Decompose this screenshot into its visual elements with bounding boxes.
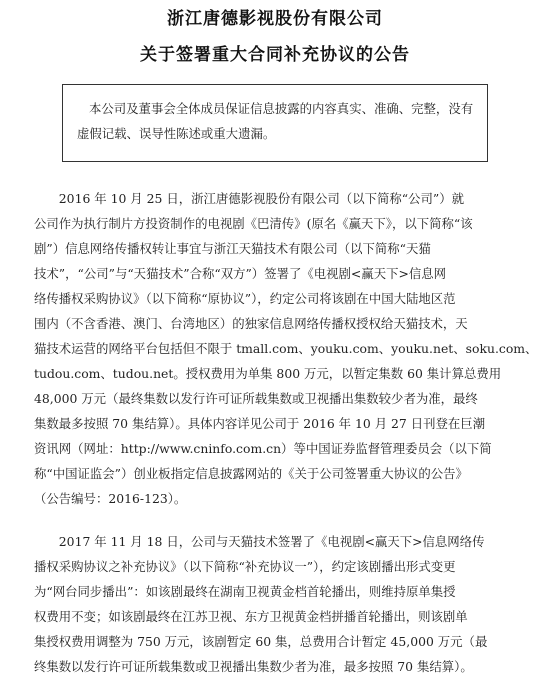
- paragraph-original-agreement: [34, 186, 538, 511]
- paragraph-line: 2016 年 10 月 25 日，浙江唐德影视股份有限公司（以下简称“公司”）就: [58, 191, 464, 206]
- paragraph-line: 公司作为执行制片方投资制作的电视剧《巴清传》(原名《赢天下》，以下简称“该: [34, 216, 473, 231]
- notice-line: 虚假记载、误导性陈述或重大遗漏。: [77, 126, 276, 141]
- board-statement-box: [62, 84, 488, 162]
- company-name: 浙江唐德影视股份有限公司: [167, 9, 383, 29]
- paragraph-line: 集数最多按照 70 集结算）。具体内容详见公司于 2016 年 10 月 27 日刊登在巨潮: [34, 416, 486, 431]
- paragraph-line: tudou.com、tudou.net。授权费用为单集 800 万元，以暂定集数 60 集计算总费用: [34, 366, 502, 381]
- paragraph-line: 猫技术运营的网络平台包括但不限于 tmall.com、youku.com、youku.net、soku.com、: [34, 341, 538, 356]
- paragraph-line: （公告编号：2016-123）。: [34, 491, 187, 506]
- paragraph-line: 资讯网（网址：http://www.cninfo.com.cn）等中国证券监督管理委员会（以下简: [34, 441, 492, 456]
- paragraph-line: 终集数以发行许可证所载集数或卫视播出集数少者为准，最多按照 70 集结算）。: [34, 659, 473, 674]
- paragraph-supplementary-agreement: [34, 529, 516, 679]
- paragraph-line: 2017 年 11 月 18 日，公司与天猫技术签署了《电视剧<赢天下>信息网络传: [58, 534, 485, 549]
- paragraph-line: 48,000 万元（最终集数以发行许可证所载集数或卫视播出集数较少者为准，最终: [34, 391, 478, 406]
- announcement-title: 关于签署重大合同补充协议的公告: [140, 45, 410, 65]
- paragraph-line: 播权采购协议之补充协议》（以下简称“补充协议一”），约定该剧播出形式变更: [34, 559, 456, 574]
- paragraph-line: 络传播权采购协议》（以下简称“原协议”），约定公司将该剧在中国大陆地区范: [34, 291, 456, 306]
- paragraph-line: 为“网台同步播出”：如该剧最终在湖南卫视黄金档首轮播出，则维持原单集授: [34, 584, 456, 599]
- paragraph-line: 权费用不变；如该剧最终在江苏卫视、东方卫视黄金档拼播首轮播出，则该剧单: [34, 609, 468, 624]
- paragraph-line: 围内（不含香港、澳门、台湾地区）的独家信息网络传播权授权给天猫技术，天: [34, 316, 468, 331]
- paragraph-line: 称“中国证监会”）创业板指定信息披露网站的《关于公司签署重大协议的公告》: [34, 466, 468, 481]
- paragraph-line: 集授权费用调整为 750 万元，该剧暂定 60 集，总费用合计暂定 45,000 万元（最: [34, 634, 488, 649]
- notice-line: 本公司及董事会全体成员保证信息披露的内容真实、准确、完整，没有: [89, 101, 474, 116]
- paragraph-line: 剧”）信息网络传播权转让事宜与浙江天猫技术有限公司（以下简称“天猫: [34, 241, 431, 256]
- paragraph-line: 技术”，“公司”与“天猫技术”合称“双方”）签署了《电视剧<赢天下>信息网: [34, 266, 447, 281]
